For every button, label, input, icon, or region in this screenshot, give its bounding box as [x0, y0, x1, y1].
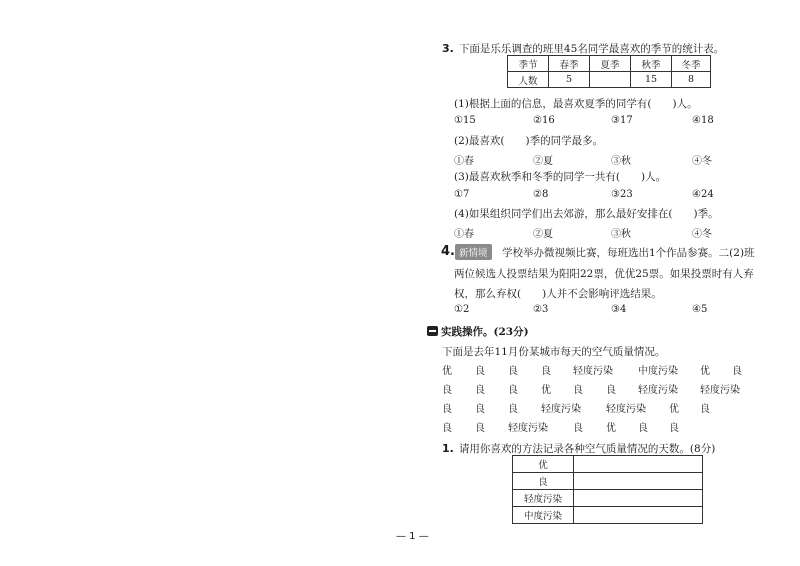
- question-text: 下面是乐乐调查的班里45名同学最喜欢的季节的统计表。: [458, 43, 725, 55]
- question-text: 学校举办微视频比赛，每班选出1个作品参赛。二(2)班: [502, 247, 755, 259]
- question-text: 权，那么弃权( )人并不会影响评选结果。: [454, 288, 662, 300]
- question-text: 两位候选人投票结果为阳阳22票，优优25票。如果投票时有人弃: [454, 268, 754, 280]
- answer-cell[interactable]: [574, 456, 703, 473]
- question-text: 请用你喜欢的方法记录各种空气质量情况的天数。(8分): [458, 443, 716, 455]
- new-context-badge: 新情境: [455, 244, 492, 260]
- section-icon: [427, 326, 438, 336]
- option[interactable]: ①春: [454, 229, 474, 240]
- grid-cell: 良: [508, 404, 518, 415]
- grid-cell: 良: [442, 404, 452, 415]
- grid-cell: 良: [508, 366, 518, 377]
- question-number: 1.: [442, 442, 454, 455]
- grid-cell: 良: [732, 366, 742, 377]
- season-table: [507, 55, 711, 88]
- record-table: [512, 455, 703, 524]
- row-label: 轻度污染: [513, 490, 574, 507]
- answer-cell[interactable]: [574, 507, 703, 524]
- grid-cell: 轻度污染: [573, 366, 613, 377]
- grid-cell: 轻度污染: [606, 404, 646, 415]
- option[interactable]: ②8: [533, 189, 549, 200]
- grid-cell: 轻度污染: [541, 404, 581, 415]
- grid-cell: 优: [606, 423, 616, 434]
- table-header-cell: 夏季: [590, 56, 631, 72]
- answer-cell[interactable]: [574, 473, 703, 490]
- option[interactable]: ②夏: [533, 156, 553, 167]
- option[interactable]: ④5: [692, 304, 708, 315]
- option[interactable]: ④冬: [692, 156, 712, 167]
- table-cell[interactable]: [590, 72, 631, 88]
- sub-question-1: (1)根据上面的信息，最喜欢夏季的同学有( )人。: [454, 98, 698, 110]
- grid-cell: 轻度污染: [700, 385, 740, 396]
- grid-cell: 优: [700, 366, 710, 377]
- option[interactable]: ②夏: [533, 229, 553, 240]
- grid-cell: 良: [475, 366, 485, 377]
- table-cell: 15: [631, 72, 672, 88]
- grid-cell: 良: [541, 366, 551, 377]
- row-label: 优: [513, 456, 574, 473]
- section-title: 实践操作。(23分): [441, 326, 529, 338]
- grid-cell: 优: [541, 385, 551, 396]
- option[interactable]: ①15: [454, 115, 476, 126]
- table-header-cell: 秋季: [631, 56, 672, 72]
- page-number: — 1 —: [396, 531, 429, 542]
- option[interactable]: ③秋: [611, 229, 631, 240]
- grid-cell: 良: [475, 385, 485, 396]
- grid-cell: 良: [638, 423, 648, 434]
- option[interactable]: ③4: [611, 304, 627, 315]
- grid-cell: 优: [669, 404, 679, 415]
- row-label: 良: [513, 473, 574, 490]
- grid-cell: 良: [508, 385, 518, 396]
- option[interactable]: ④24: [692, 189, 714, 200]
- table-header-cell: 春季: [549, 56, 590, 72]
- table-header-cell: 季节: [508, 56, 549, 72]
- sub-question-3: (3)最喜欢秋季和冬季的同学一共有( )人。: [454, 171, 667, 183]
- option[interactable]: ②16: [533, 115, 555, 126]
- option[interactable]: ④冬: [692, 229, 712, 240]
- grid-cell: 良: [442, 423, 452, 434]
- grid-cell: 中度污染: [638, 366, 678, 377]
- sub-question-2: (2)最喜欢( )季的同学最多。: [454, 135, 604, 147]
- grid-cell: 轻度污染: [638, 385, 678, 396]
- option[interactable]: ①7: [454, 189, 470, 200]
- grid-cell: 优: [442, 366, 452, 377]
- option[interactable]: ③23: [611, 189, 633, 200]
- question-3: [442, 37, 724, 56]
- option[interactable]: ①2: [454, 304, 470, 315]
- table-cell: 人数: [508, 72, 549, 88]
- table-cell: 8: [672, 72, 711, 88]
- air-quality-grid: [442, 362, 782, 442]
- data-intro: 下面是去年11月份某城市每天的空气质量情况。: [442, 346, 666, 358]
- option[interactable]: ③秋: [611, 156, 631, 167]
- grid-cell: 轻度污染: [508, 423, 548, 434]
- question-number: 3.: [442, 42, 454, 55]
- sub-question-4: (4)如果组织同学们出去郊游，那么最好安排在( )季。: [454, 208, 719, 220]
- grid-cell: 良: [475, 404, 485, 415]
- option[interactable]: ②3: [533, 304, 549, 315]
- table-cell: 5: [549, 72, 590, 88]
- question-number: 4.: [441, 244, 455, 259]
- option[interactable]: ①春: [454, 156, 474, 167]
- option[interactable]: ④18: [692, 115, 714, 126]
- grid-cell: 良: [606, 385, 616, 396]
- row-label: 中度污染: [513, 507, 574, 524]
- option[interactable]: ③17: [611, 115, 633, 126]
- grid-cell: 良: [442, 385, 452, 396]
- question-1: [442, 437, 715, 456]
- grid-cell: 良: [475, 423, 485, 434]
- grid-cell: 良: [573, 385, 583, 396]
- grid-cell: 良: [573, 423, 583, 434]
- grid-cell: 良: [669, 423, 679, 434]
- answer-cell[interactable]: [574, 490, 703, 507]
- table-header-cell: 冬季: [672, 56, 711, 72]
- grid-cell: 良: [700, 404, 710, 415]
